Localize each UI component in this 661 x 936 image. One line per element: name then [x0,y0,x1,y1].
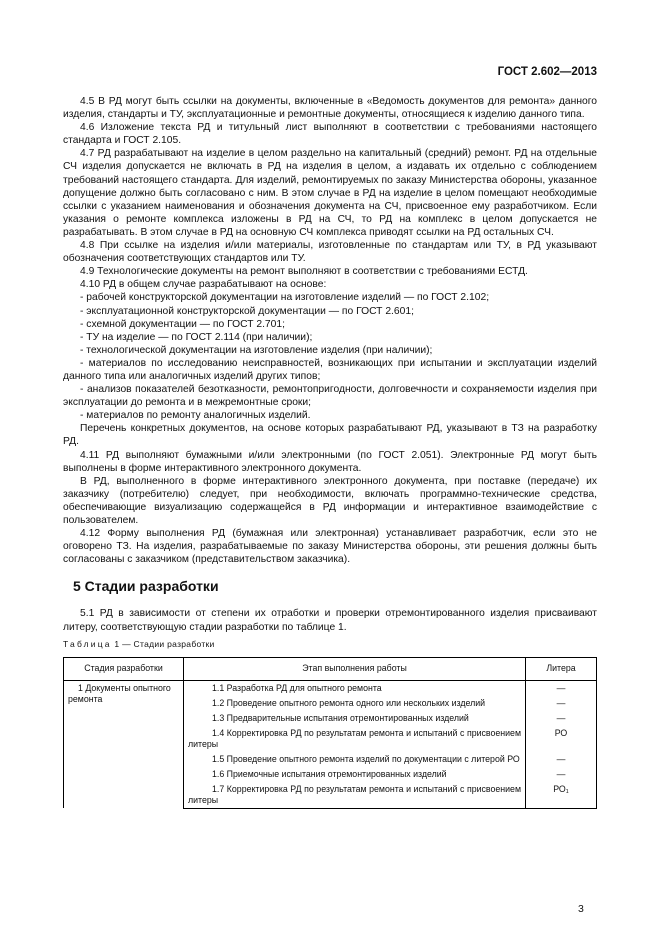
paragraph-4-12: 4.12 Форму выполнения РД (бумажная или электронная) устанавливает разработчик, если это не оговорено ТЗ. На изделия, разрабатываемые по заказу Министерства обороны, эти решения должны быть согласованы с заказчиком (представительством заказчика). [63,528,597,566]
paragraph-4-11: 4.11 РД выполняют бумажными и/или электронными (по ГОСТ 2.051). Электронные РД могут быть выполнены в форме интерактивного электронного документа. [63,449,597,474]
letter-cell: — [526,696,597,711]
stage-cell: 1 Документы опытного ремонта [64,680,184,808]
column-header: Литера [526,657,597,680]
list-item: - схемной документации — по ГОСТ 2.701; [80,318,285,330]
list-item: - рабочей конструкторской документации на изготовление изделий — по ГОСТ 2.102; [80,292,490,304]
step-cell: 1.3 Предварительные испытания отремонтированных изделий [184,711,526,726]
table-caption [63,638,597,651]
list-item: - технологической документации на изготовление изделия (при наличии); [80,344,433,356]
step-cell: 1.5 Проведение опытного ремонта изделий по документации с литерой РО [184,752,526,767]
paragraph-4-7: 4.7 РД разрабатывают на изделие в целом раздельно на капитальный (средний) ремонт. РД на отдельные СЧ изделия допускается не включать в РД на изделия в целом, а издавать их отдельно с соблюдением требований настоящего стандарта. Для изделий, ремонтируемых по заказу Министерства обороны, указанное допущение должно быть согласовано с ним. В этом случае в РД на изделие в целом помещают необходимые ссылки с указанием наименования и обозначения документа на СЧ, присвоенное ему разработчиком. Если указания о ремонте комплекса изложены в РД на СЧ, то РД на комплекс в целом допускается не разрабатывать. В этом случае в РД на основную СЧ комплекса приводят ссылки на РД остальных СЧ. [63,148,597,238]
letter-cell: РО [526,726,597,752]
list-item: - материалов по ремонту аналогичных изделий. [80,410,311,422]
step-cell: 1.7 Корректировка РД по результатам ремонта и испытаний с присвоением литеры [184,782,526,809]
column-header: Стадия разработки [64,657,184,680]
table-row [64,680,597,696]
step-cell: 1.4 Корректировка РД по результатам ремонта и испытаний с присвоением литеры [184,726,526,752]
letter-cell: — [526,767,597,782]
stages-table [63,657,597,809]
letter-cell: РО₁ [526,782,597,809]
letter-cell: — [526,680,597,696]
paragraph-documents-list: Перечень конкретных документов, на основе которых разрабатывают РД, указывают в ТЗ на разработку РД. [63,423,597,448]
table-caption-title: 1 — Стадии разработки [111,638,215,649]
column-header: Этап выполнения работы [184,657,526,680]
paragraph-4-9: 4.9 Технологические документы на ремонт выполняют в соответствии с требованиями ЕСТД. [80,266,528,278]
letter-cell: — [526,711,597,726]
paragraph-4-5: 4.5 В РД могут быть ссылки на документы, включенные в «Ведомость документов для ремонта» данного изделия, стандарты и ТУ, эксплуатационные и ремонтные документы, относящиеся к изделию данного типа. [63,96,597,121]
list-item: - ТУ на изделие — по ГОСТ 2.114 (при наличии); [80,331,313,343]
list-item: - материалов по исследованию неисправностей, возникающих при испытании и эксплуатации изделий данного типа или аналогичных изделий других типов; [63,357,597,382]
page-number: 3 [578,903,584,915]
section-heading: 5 Стадии разработки [73,578,219,595]
table-header-row [64,657,597,680]
step-cell: 1.1 Разработка РД для опытного ремонта [184,680,526,696]
paragraph-4-8: 4.8 При ссылке на изделия и/или материалы, изготовленные по стандартам или ТУ, в РД указывают обозначения соответствующих стандартов или ТУ. [63,240,597,265]
document-code: ГОСТ 2.602—2013 [497,66,597,78]
step-cell: 1.2 Проведение опытного ремонта одного или нескольких изделий [184,696,526,711]
list-item: - эксплуатационной конструкторской документации — по ГОСТ 2.601; [80,305,414,317]
paragraph-interactive: В РД, выполненного в форме интерактивного электронного документа, при поставке (передаче) их заказчику (потребителю) следует, при необходимости, включать программно-технические средства, обеспечивающие визуализацию содержащейся в РД информации и интерактивное взаимодействие с пользователем. [63,475,597,526]
table-caption-word: Таблица [63,638,112,649]
paragraph-5-1: 5.1 РД в зависимости от степени их отработки и проверки отремонтированного изделия присваивают литеру, соответствующую стадии разработки по таблице 1. [63,608,597,633]
list-item: - анализов показателей безотказности, ремонтопригодности, долговечности и сохраняемости изделия при эксплуатации до ремонта и в межремонтные сроки; [63,384,597,409]
letter-cell: — [526,752,597,767]
document-body [63,95,597,809]
paragraph-4-10: 4.10 РД в общем случае разрабатывают на основе: [80,279,327,291]
paragraph-4-6: 4.6 Изложение текста РД и титульный лист выполняют в соответствии с требованиями настоящего стандарта и ГОСТ 2.105. [63,122,597,147]
step-cell: 1.6 Приемочные испытания отремонтированных изделий [184,767,526,782]
